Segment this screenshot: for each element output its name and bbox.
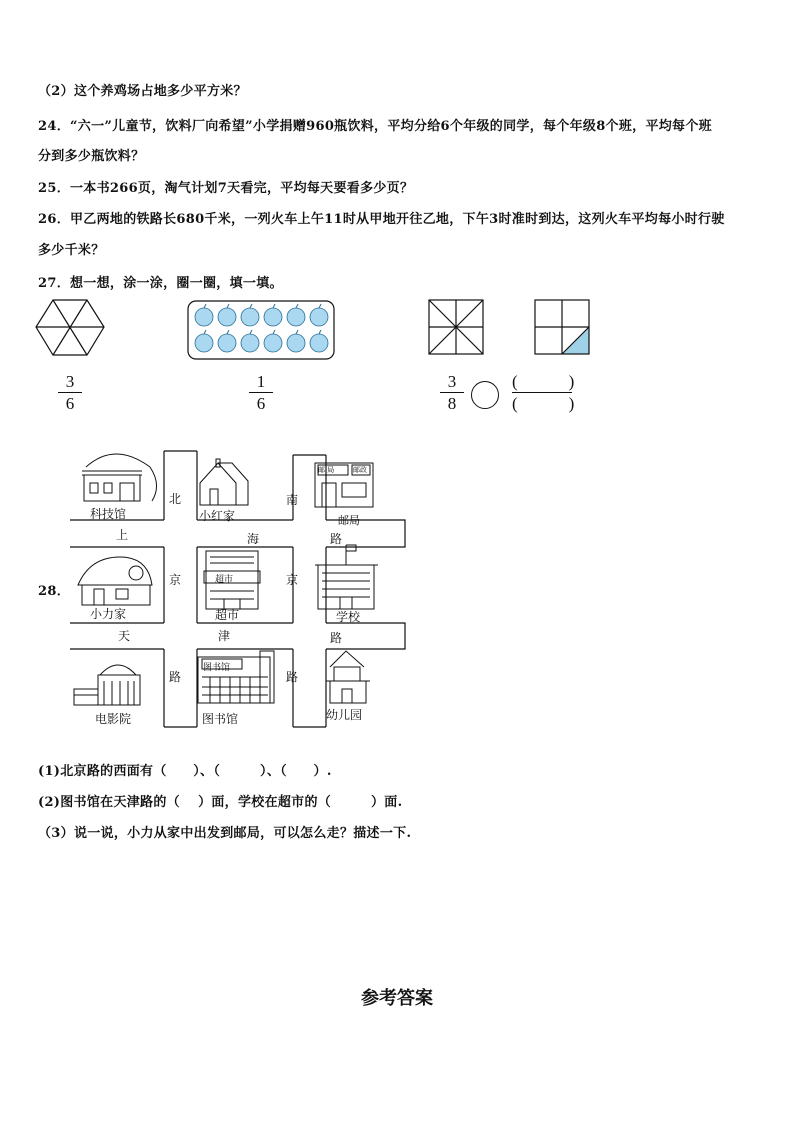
apple-icon[interactable] — [310, 308, 328, 326]
question-28-part-3: （3）说一说，小力从家中出发到邮局，可以怎么走？描述一下. — [38, 826, 412, 841]
fraction-blank-denominator: ( ) — [512, 394, 575, 413]
fraction-1-6 — [249, 372, 273, 413]
apple-stem — [204, 330, 206, 334]
library-drawing[interactable] — [198, 651, 274, 703]
question-26-line-2: 多少千米？ — [38, 243, 105, 258]
question-25: 25．一本书266页，淘气计划7天看完，平均每天要看多少页？ — [38, 181, 414, 196]
fraction-blank[interactable] — [512, 372, 575, 413]
hexagon-figure[interactable] — [36, 300, 104, 355]
question-23-part-2: （2）这个养鸡场占地多少平方米？ — [38, 84, 247, 99]
label-dianyingyuan: 电影院 — [95, 712, 132, 726]
fraction-numerator: 3 — [65, 372, 75, 391]
apple-stem — [227, 304, 229, 308]
road-beijing-char-1: 北 — [169, 492, 182, 506]
fraction-blank-numerator: ( ) — [512, 372, 575, 391]
apple-icon[interactable] — [264, 334, 282, 352]
science-museum-drawing[interactable] — [82, 454, 157, 501]
apple-stem — [319, 304, 321, 308]
fraction-denominator: 6 — [65, 394, 75, 413]
xiaohong-home-drawing[interactable] — [200, 459, 248, 505]
compare-circle[interactable] — [471, 381, 499, 409]
fraction-3-8 — [440, 372, 464, 413]
fraction-denominator: 8 — [447, 394, 457, 413]
question-28-part-2: (2)图书馆在天津路的（ ）面，学校在超市的（ ）面. — [38, 795, 403, 810]
apple-icon[interactable] — [195, 334, 213, 352]
road-beijing-char-3: 路 — [169, 670, 182, 684]
apples-figure[interactable] — [188, 301, 334, 359]
label-chaoshi: 超市 — [215, 608, 240, 622]
apple-icon[interactable] — [287, 334, 305, 352]
label-kejiguan: 科技馆 — [90, 507, 127, 521]
question-28-part-1: (1)北京路的西面有（ ）、（ ）、（ ）. — [38, 764, 332, 779]
road-tianjin-char-1: 天 — [118, 629, 131, 643]
apple-stem — [296, 304, 298, 308]
apple-stem — [319, 330, 321, 334]
question-27: 27．想一想，涂一涂，圈一圈，填一填。 — [38, 276, 283, 291]
question-24-line-1: 24．“六一”儿童节，饮料厂向希望”小学捐赠960瓶饮料，平均分给6个年级的同学，每个年级8个班，平均每个班 — [38, 119, 712, 134]
answer-section-title: 参考答案 — [361, 988, 433, 1009]
label-xiaoli: 小力家 — [90, 607, 127, 621]
sign-youzheng: 邮政 — [353, 466, 367, 474]
road-beijing-char-2: 京 — [169, 573, 182, 587]
road-tianjin-char-3: 路 — [330, 631, 343, 645]
road-shanghai-char-1: 上 — [116, 528, 129, 542]
school-drawing[interactable] — [315, 545, 378, 609]
xiaoli-home-drawing[interactable] — [78, 557, 152, 605]
label-tushuguan: 图书馆 — [202, 712, 239, 726]
apple-stem — [227, 330, 229, 334]
apple-stem — [273, 304, 275, 308]
apple-stem — [250, 330, 252, 334]
apple-icon[interactable] — [195, 308, 213, 326]
apple-stem — [204, 304, 206, 308]
apple-icon[interactable] — [241, 308, 259, 326]
road-nanjing-char-1: 南 — [286, 493, 299, 507]
fraction-numerator: 1 — [256, 372, 266, 391]
apple-icon[interactable] — [264, 308, 282, 326]
label-xuexiao: 学校 — [336, 610, 361, 624]
apple-stem — [273, 330, 275, 334]
apple-icon[interactable] — [241, 334, 259, 352]
fraction-3-6 — [58, 372, 82, 413]
apple-icon[interactable] — [287, 308, 305, 326]
sign-chaoshi: 超市 — [215, 575, 234, 585]
apple-icon[interactable] — [218, 308, 236, 326]
road-nanjing-char-2: 京 — [286, 573, 299, 587]
road-shanghai-char-3: 路 — [330, 532, 343, 546]
road-tianjin-char-2: 津 — [218, 629, 231, 643]
cinema-drawing[interactable] — [74, 665, 140, 705]
kindergarten-drawing[interactable] — [326, 651, 370, 703]
label-youeryuan: 幼儿园 — [326, 708, 363, 722]
fraction-numerator: 3 — [447, 372, 457, 391]
question-24-line-2: 分到多少瓶饮料？ — [38, 149, 145, 164]
apple-icon[interactable] — [218, 334, 236, 352]
apple-stem — [250, 304, 252, 308]
question-26-line-1: 26．甲乙两地的铁路长680千米，一列火车上午11时从甲地开往乙地，下午3时准时到达，这列火车平均每小时行驶 — [38, 212, 725, 227]
sign-tushuguan: 图书馆 — [203, 663, 231, 673]
road-shanghai-char-2: 海 — [247, 532, 260, 546]
town-map — [60, 445, 420, 735]
square-eighths-figure[interactable] — [429, 300, 483, 354]
fraction-denominator: 6 — [256, 394, 266, 413]
question-28-number: 28． — [38, 584, 70, 599]
square-quarters-figure[interactable] — [535, 300, 589, 354]
sign-youju: 邮 局 — [318, 466, 335, 474]
apple-icon[interactable] — [310, 334, 328, 352]
label-youju: 邮局 — [338, 514, 360, 527]
apple-stem — [296, 330, 298, 334]
label-xiaohong: 小红家 — [199, 509, 236, 523]
q27-figures — [0, 295, 794, 365]
road-nanjing-char-3: 路 — [286, 670, 299, 684]
